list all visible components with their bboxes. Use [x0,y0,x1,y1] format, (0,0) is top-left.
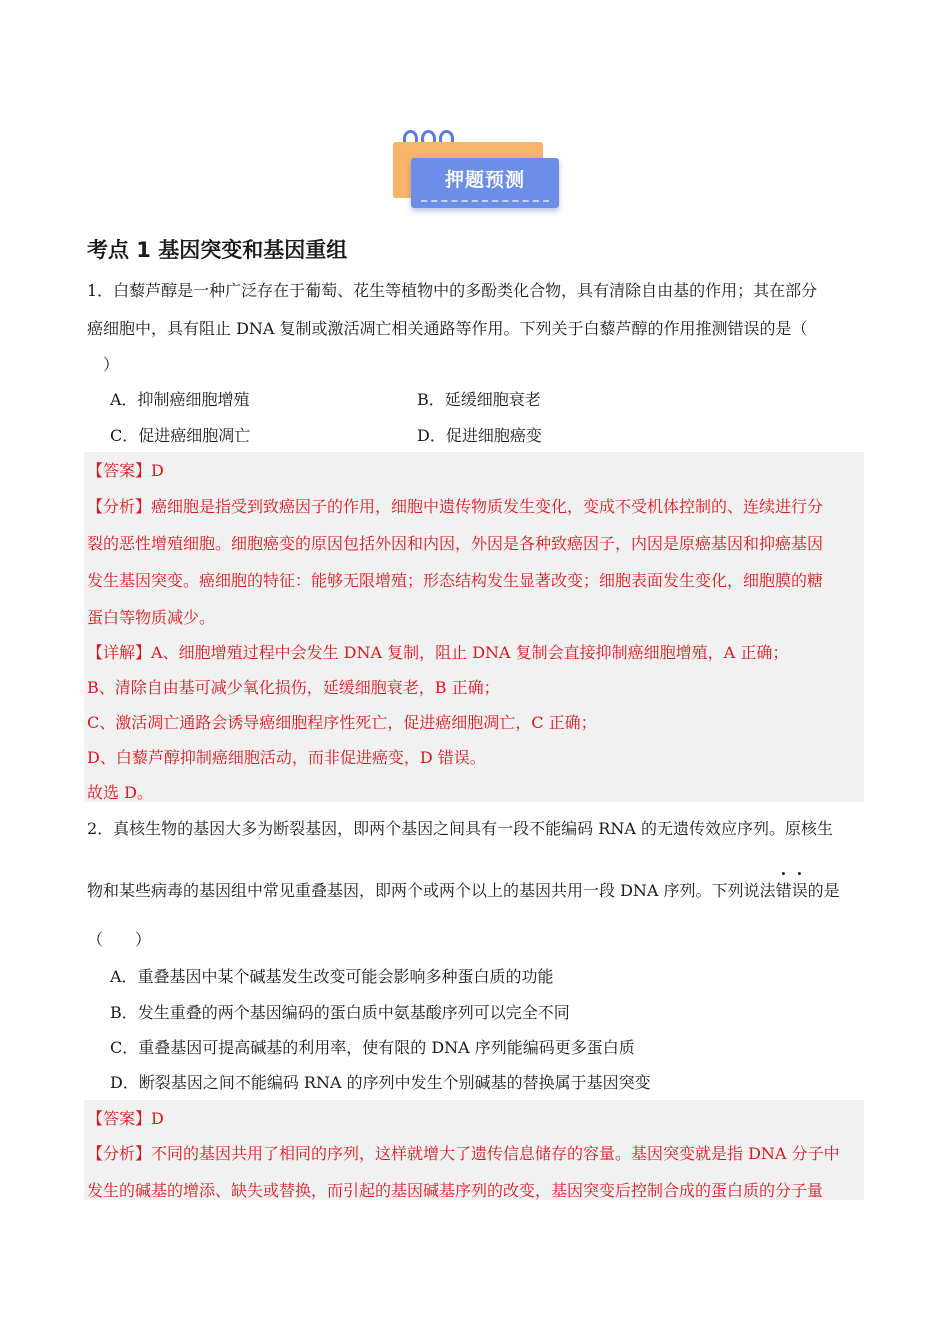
header-badge [393,128,565,214]
q1-detail-line2: B、清除自由基可减少氧化损伤，延缓细胞衰老，B 正确； [87,678,500,697]
q2-answer [87,1106,164,1129]
q1-answer-value: D [151,461,164,480]
q1-stem-line2: 癌细胞中，具有阻止 DNA 复制或激活凋亡相关通路等作用。下列关于白藜芦醇的作用推测错误的是（ [87,319,808,338]
q2-answer-value: D [151,1109,164,1128]
q1-detail-line1 [87,640,788,663]
q2-emphasis-char2: 误 [791,881,808,900]
q2-option-a[interactable]: A．重叠基因中某个碱基发生改变可能会影响多种蛋白质的功能 [110,967,554,986]
q1-option-a[interactable]: A．抑制癌细胞增殖 [110,390,250,409]
q1-analysis-text1: 癌细胞是指受到致癌因子的作用，细胞中遗传物质发生变化，变成不受机体控制的、连续进行分 [151,497,824,516]
badge-title: 押题预测 [444,169,525,191]
q1-analysis-line1 [87,494,823,517]
q1-answer-tag: 【答案】 [87,461,152,480]
q1-conclusion: 故选 D。 [87,783,153,802]
q2-analysis-line2: 发生的碱基的增添、缺失或替换，而引起的基因碱基序列的改变，基因突变后控制合成的蛋白质的分子量 [87,1181,824,1200]
q2-option-d[interactable]: D．断裂基因之间不能编码 RNA 的序列中发生个别碱基的替换属于基因突变 [110,1073,651,1092]
q2-stem-line3: （ ） [87,930,152,949]
q2-stem-line2 [87,878,840,901]
q1-detail-line3: C、激活凋亡通路会诱导癌细胞程序性死亡，促进癌细胞凋亡，C 正确； [87,713,597,732]
q1-analysis-tag: 【分析】 [87,497,152,516]
q1-analysis-line3: 发生基因突变。癌细胞的特征：能够无限增殖；形态结构发生显著改变；细胞表面发生变化，细胞膜的糖 [87,571,824,590]
q2-option-c[interactable]: C．重叠基因可提高碱基的利用率，使有限的 DNA 序列能编码更多蛋白质 [110,1038,635,1057]
q2-analysis-line1 [87,1141,840,1164]
q1-analysis-line4: 蛋白等物质减少。 [87,608,216,627]
q2-stem-line2-end: 的是 [807,881,840,900]
q1-detail-line4: D、白藜芦醇抑制癌细胞活动，而非促进癌变，D 错误。 [87,748,486,767]
q2-stem-line1: 2．真核生物的基因大多为断裂基因，即两个基因之间具有一段不能编码 RNA 的无遗传效应序列。原核生 [87,819,833,838]
q2-stem-line2-text: 物和某些病毒的基因组中常见重叠基因，即两个或两个以上的基因共用一段 DNA 序列。下列说法 [87,881,776,900]
q2-answer-tag: 【答案】 [87,1109,152,1128]
q1-option-c[interactable]: C．促进癌细胞凋亡 [110,426,251,445]
section-title: 考点 1 基因突变和基因重组 [87,238,348,262]
q1-answer [87,458,164,481]
q1-detail-text1: A、细胞增殖过程中会发生 DNA 复制，阻止 DNA 复制会直接抑制癌细胞增殖，A 正确； [151,643,789,662]
q2-option-b[interactable]: B．发生重叠的两个基因编码的蛋白质中氨基酸序列可以完全不同 [110,1003,570,1022]
q2-analysis-tag: 【分析】 [87,1144,152,1163]
q1-option-b[interactable]: B．延缓细胞衰老 [417,390,541,409]
q1-option-d[interactable]: D．促进细胞癌变 [417,426,542,445]
q2-analysis-text1: 不同的基因共用了相同的序列，这样就增大了遗传信息储存的容量。基因突变就是指 DNA 分子中 [151,1144,840,1163]
q1-stem-line1: 1．白藜芦醇是一种广泛存在于葡萄、花生等植物中的多酚类化合物，具有清除自由基的作用；其在部分 [87,281,818,300]
q1-stem-line3: ） [103,355,120,374]
q2-emphasis-char1: 错 [775,881,792,900]
q1-analysis-line2: 裂的恶性增殖细胞。细胞癌变的原因包括外因和内因，外因是各种致癌因子，内因是原癌基因和抑癌基因 [87,534,824,553]
q1-detail-tag: 【详解】 [87,643,152,662]
